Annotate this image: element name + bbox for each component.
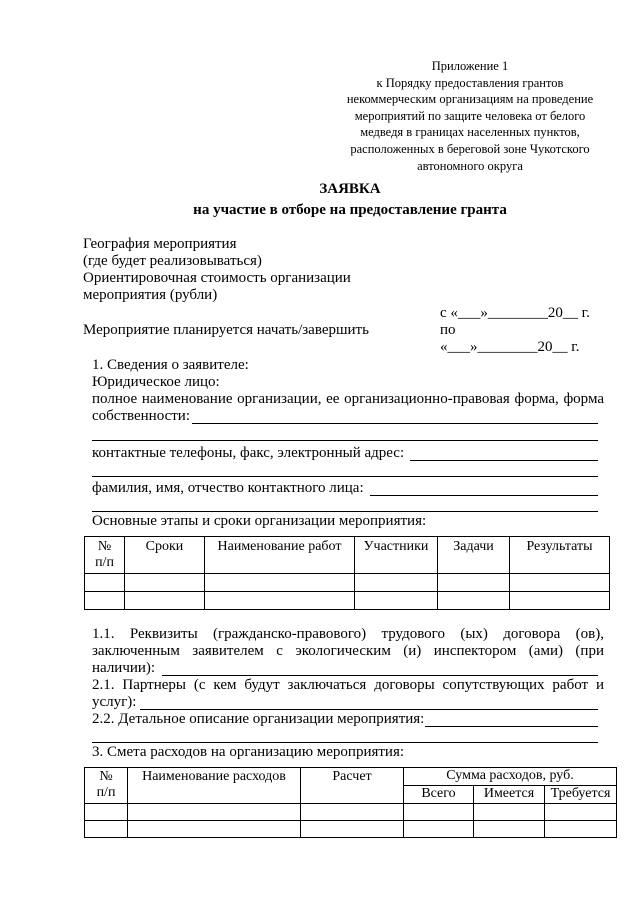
contract-details-line2: заключенным заявителем с экологическим (и) инспектором (ами) (при [92,643,604,659]
budget-table [84,767,617,838]
table-row[interactable] [85,804,617,821]
appendix-line: некоммерческим организациям на проведение [346,92,594,107]
contacts-line[interactable] [410,460,598,461]
document-title: ЗАЯВКА [319,181,381,197]
partners-input[interactable] [140,709,598,710]
appendix-line: Приложение 1 [431,59,509,73]
budget-col-need: Требуется [545,786,617,804]
appendix-line: к Порядку предоставления грантов [376,75,564,90]
contract-details-line1: 1.1. Реквизиты (гражданско-правового) трудового (ых) договора (ов), [92,626,604,642]
date-to: «___»________20__ г. [440,339,580,355]
stages-table [84,536,610,610]
budget-col-number: № п/п [85,768,128,804]
budget-label: 3. Смета расходов на организацию мероприятия: [92,744,405,760]
budget-col-name: Наименование расходов [128,768,301,804]
table-row[interactable] [85,574,610,592]
col-participants: Участники [355,537,438,574]
partners-line2: услуг): [92,694,137,710]
geo-hint: (где будет реализовываться) [83,253,262,269]
contract-details-line3: наличии): [92,660,156,676]
col-tasks: Задачи [438,537,510,574]
geo-label: География мероприятия [83,236,237,252]
ownership-line-2[interactable] [92,440,598,441]
col-works: Наименование работ [205,537,355,574]
col-results: Результаты [510,537,610,574]
org-name-label: полное наименование организации, ее организационно-правовая форма, форма [92,391,604,407]
budget-col-total: Всего [404,786,474,804]
date-from: с «___»________20__ г. [440,305,590,321]
appendix-line: мероприятий по защите человека от белого [354,108,586,123]
contacts-label: контактные телефоны, факс, электронный адрес: [92,445,405,461]
col-number: № п/п [85,537,125,574]
description-input-2[interactable] [92,742,598,743]
document-subtitle: на участие в отборе на предоставление гранта [193,202,507,218]
col-terms: Сроки [125,537,205,574]
partners-line1: 2.1. Партнеры (с кем будут заключаться договоры сопутствующих работ и [92,677,604,693]
section1-heading: 1. Сведения о заявителе: [92,357,249,373]
cost-unit: мероприятия (рубли) [83,287,218,303]
budget-col-sum: Сумма расходов, руб. [404,768,617,786]
stages-label: Основные этапы и сроки организации мероприятия: [92,513,427,529]
date-po: по [440,322,456,338]
description-input[interactable] [425,726,598,727]
budget-col-have: Имеется [474,786,545,804]
table-row[interactable] [85,821,617,838]
contact-person-line-2[interactable] [92,511,598,512]
contact-person-label: фамилия, имя, отчество контактного лица: [92,480,364,496]
ownership-label: собственности: [92,408,190,424]
contract-details-input[interactable] [162,675,598,676]
appendix-note [320,58,620,174]
contacts-line-2[interactable] [92,476,598,477]
description-label: 2.2. Детальное описание организации мероприятия: [92,711,425,727]
appendix-line: автономного округа [417,158,523,173]
cost-label: Ориентировочная стоимость организации [83,270,351,286]
appendix-line: медведя в границах населенных пунктов, [360,125,580,140]
contact-person-line[interactable] [370,495,598,496]
start-label: Мероприятие планируется начать/завершить [83,322,369,338]
budget-col-calc: Расчет [301,768,404,804]
appendix-line: расположенных в береговой зоне Чукотского [350,141,590,156]
ownership-line[interactable] [192,423,598,424]
table-row[interactable] [85,592,610,610]
legal-entity-label: Юридическое лицо: [92,374,220,390]
